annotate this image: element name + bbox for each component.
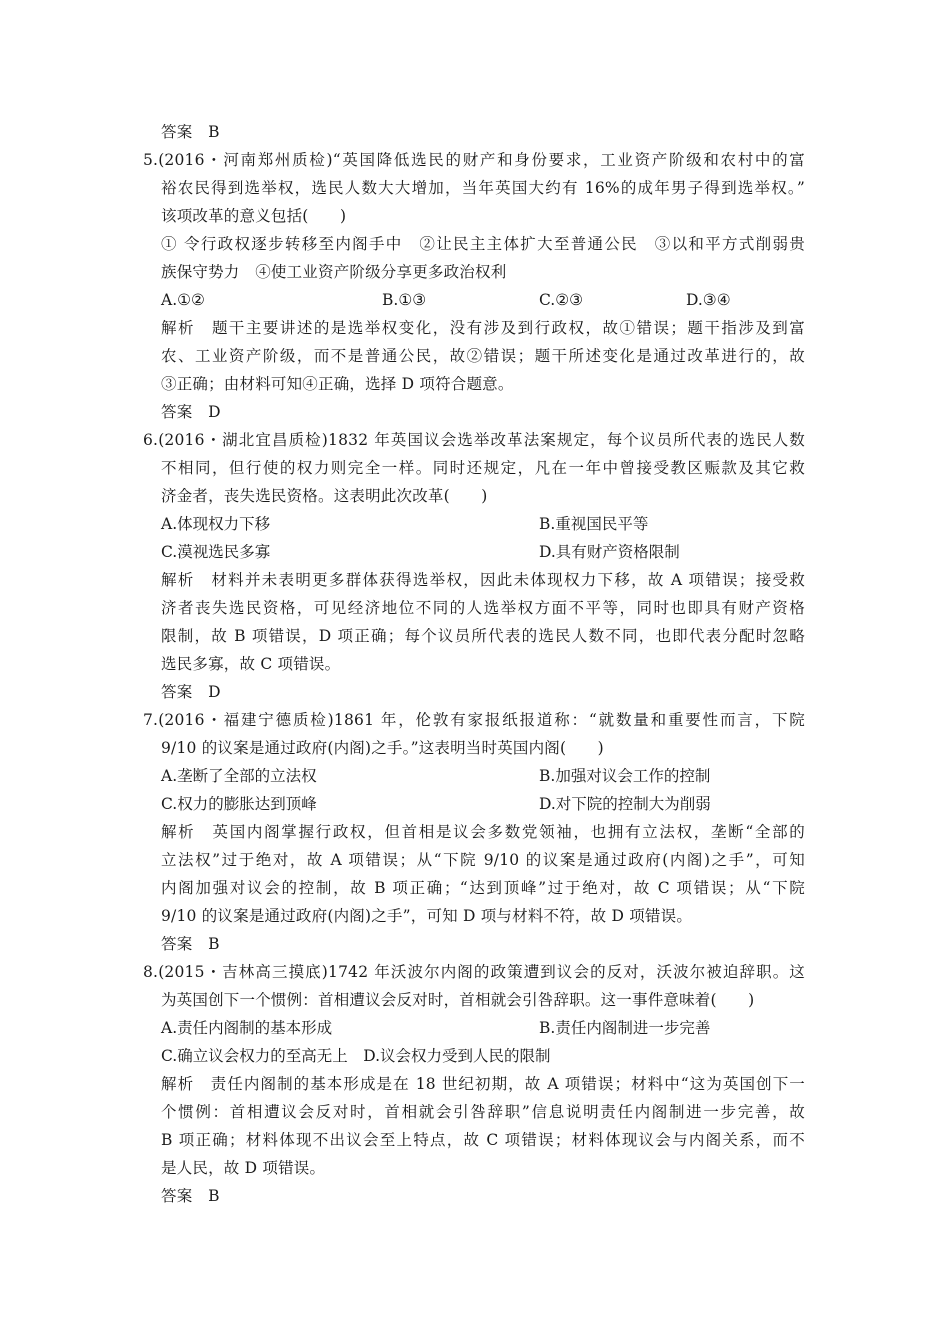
question-5-stem-line: 裕农民得到选举权，选民人数大大增加，当年英国大约有 16%的成年男子得到选举权。”	[161, 179, 805, 197]
option-a: A.垄断了全部的立法权	[161, 767, 317, 785]
option-c: C.权力的膨胀达到顶峰	[161, 795, 317, 813]
question-7-stem-line: 9/10 的议案是通过政府(内阁)之手。”这表明当时英国内阁( )	[161, 739, 604, 757]
explanation-line: 限制，故 B 项错误，D 项正确；每个议员所代表的选民人数不同，也即代表分配时忽略	[161, 627, 805, 645]
question-6-stem-line: 6.(2016・湖北宜昌质检)1832 年英国议会选举改革法案规定，每个议员所代表的选民人数	[143, 431, 805, 449]
option-b: B.重视国民平等	[539, 515, 649, 533]
option-b: B.①③	[382, 291, 427, 309]
explanation-line: 内阁加强对议会的控制，故 B 项正确；“达到顶峰”过于绝对，故 C 项错误；从“下院	[161, 879, 805, 897]
explanation-line: ③正确；由材料可知④正确，选择 D 项符合题意。	[161, 375, 514, 393]
option-b: B.责任内阁制进一步完善	[539, 1019, 711, 1037]
option-a: A.体现权力下移	[161, 515, 271, 533]
question-5-stem-line: 该项改革的意义包括( )	[161, 207, 347, 225]
question-5-statement-line: 族保守势力 ④使工业资产阶级分享更多政治权利	[161, 263, 507, 281]
explanation-line: 解析 题干主要讲述的是选举权变化，没有涉及到行政权，故①错误；题干指涉及到富	[161, 319, 805, 337]
explanation-line: B 项正确；材料体现不出议会至上特点，故 C 项错误；材料体现议会与内阁关系，而不	[161, 1131, 805, 1149]
question-5-stem-line: 5.(2016・河南郑州质检)“英国降低选民的财产和身份要求，工业资产阶级和农村中的富	[143, 151, 805, 169]
question-6-stem-line: 不相同，但行使的权力则完全一样。同时还规定，凡在一年中曾接受教区赈款及其它救	[161, 459, 805, 477]
answer-line: 答案 D	[161, 403, 221, 421]
explanation-line: 是人民，故 D 项错误。	[161, 1159, 326, 1177]
option-c-and-d: C.确立议会权力的至高无上 D.议会权力受到人民的限制	[161, 1047, 551, 1065]
option-c: C.漠视选民多寡	[161, 543, 271, 561]
option-b: B.加强对议会工作的控制	[539, 767, 711, 785]
explanation-line: 立法权”过于绝对，故 A 项错误；从“下院 9/10 的议案是通过政府(内阁)之手”，可知	[161, 851, 805, 869]
explanation-line: 个惯例：首相遭议会反对时，首相就会引咎辞职”信息说明责任内阁制进一步完善，故	[161, 1103, 805, 1121]
question-8-stem-line: 8.(2015・吉林高三摸底)1742 年沃波尔内阁的政策遭到议会的反对，沃波尔被迫辞职。这	[143, 963, 805, 981]
answer-line: 答案 D	[161, 683, 221, 701]
question-6-stem-line: 济金者，丧失选民资格。这表明此次改革( )	[161, 487, 488, 505]
option-d: D.③④	[686, 291, 731, 309]
option-d: D.对下院的控制大为削弱	[539, 795, 711, 813]
question-7-stem-line: 7.(2016・福建宁德质检)1861 年，伦敦有家报纸报道称：“就数量和重要性而言，下院	[143, 711, 805, 729]
answer-line: 答案 B	[161, 1187, 220, 1205]
answer-line: 答案 B	[161, 935, 220, 953]
answer-line: 答案 B	[161, 123, 220, 141]
explanation-line: 农、工业资产阶级，而不是普通公民，故②错误；题干所述变化是通过改革进行的，故	[161, 347, 805, 365]
option-d: D.具有财产资格限制	[539, 543, 680, 561]
explanation-line: 选民多寡，故 C 项错误。	[161, 655, 341, 673]
explanation-line: 解析 英国内阁掌握行政权，但首相是议会多数党领袖，也拥有立法权，垄断“全部的	[161, 823, 805, 841]
option-c: C.②③	[539, 291, 584, 309]
option-a: A.责任内阁制的基本形成	[161, 1019, 333, 1037]
question-8-stem-line: 为英国创下一个惯例：首相遭议会反对时，首相就会引咎辞职。这一事件意味着( )	[161, 991, 755, 1009]
explanation-line: 9/10 的议案是通过政府(内阁)之手”，可知 D 项与材料不符，故 D 项错误。	[161, 907, 693, 925]
question-5-statement-line: ① 令行政权逐步转移至内阁手中 ②让民主主体扩大至普通公民 ③以和平方式削弱贵	[161, 235, 805, 253]
option-a: A.①②	[161, 291, 205, 309]
explanation-line: 解析 责任内阁制的基本形成是在 18 世纪初期，故 A 项错误；材料中“这为英国创下一	[161, 1075, 805, 1093]
explanation-line: 济者丧失选民资格，可见经济地位不同的人选举权方面不平等，同时也即具有财产资格	[161, 599, 805, 617]
explanation-line: 解析 材料并未表明更多群体获得选举权，因此未体现权力下移，故 A 项错误；接受救	[161, 571, 805, 589]
